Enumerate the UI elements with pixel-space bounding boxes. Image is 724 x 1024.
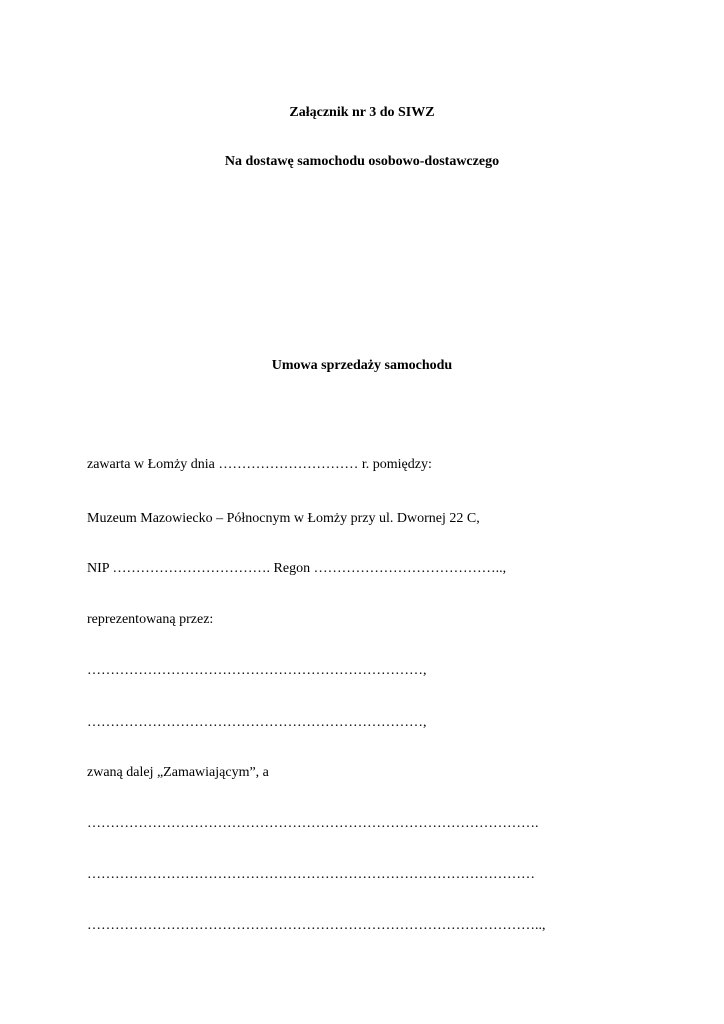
attachment-title: Załącznik nr 3 do SIWZ [289, 105, 435, 120]
seller-blank-3: …………………………………………………………………………………….., [87, 918, 546, 933]
contract-place-date-line: zawarta w Łomży dnia ………………………… r. pomiędzy: [87, 457, 432, 472]
representative-blank-1: ………………………………………………………………, [87, 663, 427, 678]
buyer-name-line: Muzeum Mazowiecko – Północnym w Łomży przy ul. Dwornej 22 C, [87, 511, 480, 526]
seller-blank-1: ……………………………………………………………………………………. [87, 816, 539, 831]
seller-blank-2: …………………………………………………………………………………… [87, 867, 535, 882]
represented-by-line: reprezentowaną przez: [87, 612, 214, 627]
buyer-alias-line: zwaną dalej „Zamawiającym”, a [87, 765, 269, 780]
subject-title: Na dostawę samochodu osobowo-dostawczego [224, 154, 500, 169]
representative-blank-2: ………………………………………………………………, [87, 715, 427, 730]
nip-regon-line: NIP ……………………………. Regon ………………………………….., [87, 561, 507, 576]
contract-title: Umowa sprzedaży samochodu [271, 358, 453, 373]
